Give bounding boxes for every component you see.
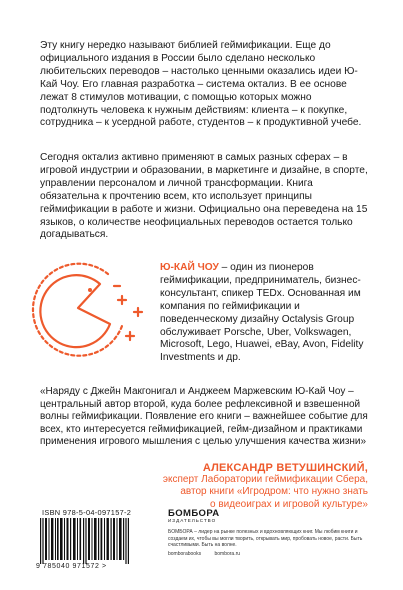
isbn-text: ISBN 978-5-04-097157-2 <box>42 508 132 517</box>
author-bio <box>160 262 380 365</box>
intro-paragraph-1: Эту книгу нередко называют библией геймификации. Еще до официального издания в России было сделано несколько любительских переводов – настолько ценными оказались идеи Ю-Кай Чоу. Его главная разработка – система октализ. В ее основе лежат 8 стимулов мотивации, с помощью которых можно подтолкнуть человека к нужным действиям: клиента – к покупке, сотрудника – к усердной работе, студентов – к продуктивной учебе. <box>40 40 362 129</box>
reviewer-name: АЛЕКСАНДР ВЕТУШИНСКИЙ, <box>202 462 368 474</box>
barcode-icon <box>36 518 140 564</box>
reviewer-desc-line-1: эксперт Лаборатории геймификации Сбера, <box>162 474 368 485</box>
octalysis-pacman-logo-icon <box>30 256 150 368</box>
reviewer-desc-line-2: автор книги «Игродром: что нужно знать <box>180 486 368 498</box>
barcode-digits: 9 785040 971572 > <box>36 563 107 570</box>
publisher-link-site[interactable]: bombora.ru <box>214 550 241 557</box>
reviewer-block <box>68 462 368 511</box>
publisher-description: БОМБОРА – лидер на рынке полезных и вдохновляющих книг. Мы любим книги и создаем их, чтобы вы могли творить, открывать мир, пробовать новое, расти. Быть счастливыми. Быть на волне. <box>168 529 363 549</box>
barcode-block <box>36 508 146 576</box>
author-bio-text: – один из пионеров геймификации, предприниматель, бизнес-консультант, спикер TEDx. Основанная им компания по геймификации и поведенческому дизайну Octalysis Group обслуживает Porsche, Uber, Volkswagen, Microsoft, Lego, Huawei, eBay, Avon, Fidelity Investments и др. <box>160 262 364 364</box>
reviewer-desc-line-3: о видеоиграх и игровой культуре» <box>210 498 368 510</box>
publisher-block <box>168 508 368 557</box>
publisher-subtitle: ИЗДАТЕЛЬСТВО <box>168 518 217 523</box>
publisher-links <box>168 551 368 557</box>
top-strip <box>0 0 403 8</box>
publisher-logo: БОМБОРА <box>168 508 220 519</box>
author-name: Ю-КАЙ ЧОУ <box>160 262 219 273</box>
review-quote: «Наряду с Джейн Макгонигал и Анджеем Маржевским Ю-Кай Чоу – центральный автор второй, куда более рефлексивной и взвешенной волны геймификации. Появление его книги – важнейшее событие для всех, кто интересуется геймификацией, гейм-дизайном и практиками применения игрового мышления с целью улучшения качества жизни» <box>40 386 368 448</box>
publisher-link-social[interactable]: bomborabooks <box>168 550 202 557</box>
intro-paragraph-2: Сегодня октализ активно применяют в самых разных сферах – в игровой индустрии и образовании, в маркетинге и дизайне, в спорте, управлении персоналом и личной трансформации. Книга обязательна к прочтению всем, кто использует принципы геймификации в работе и жизни. Официально она переведена на 15 языков, о количестве неофициальных переводов остается только догадываться. <box>40 152 368 241</box>
